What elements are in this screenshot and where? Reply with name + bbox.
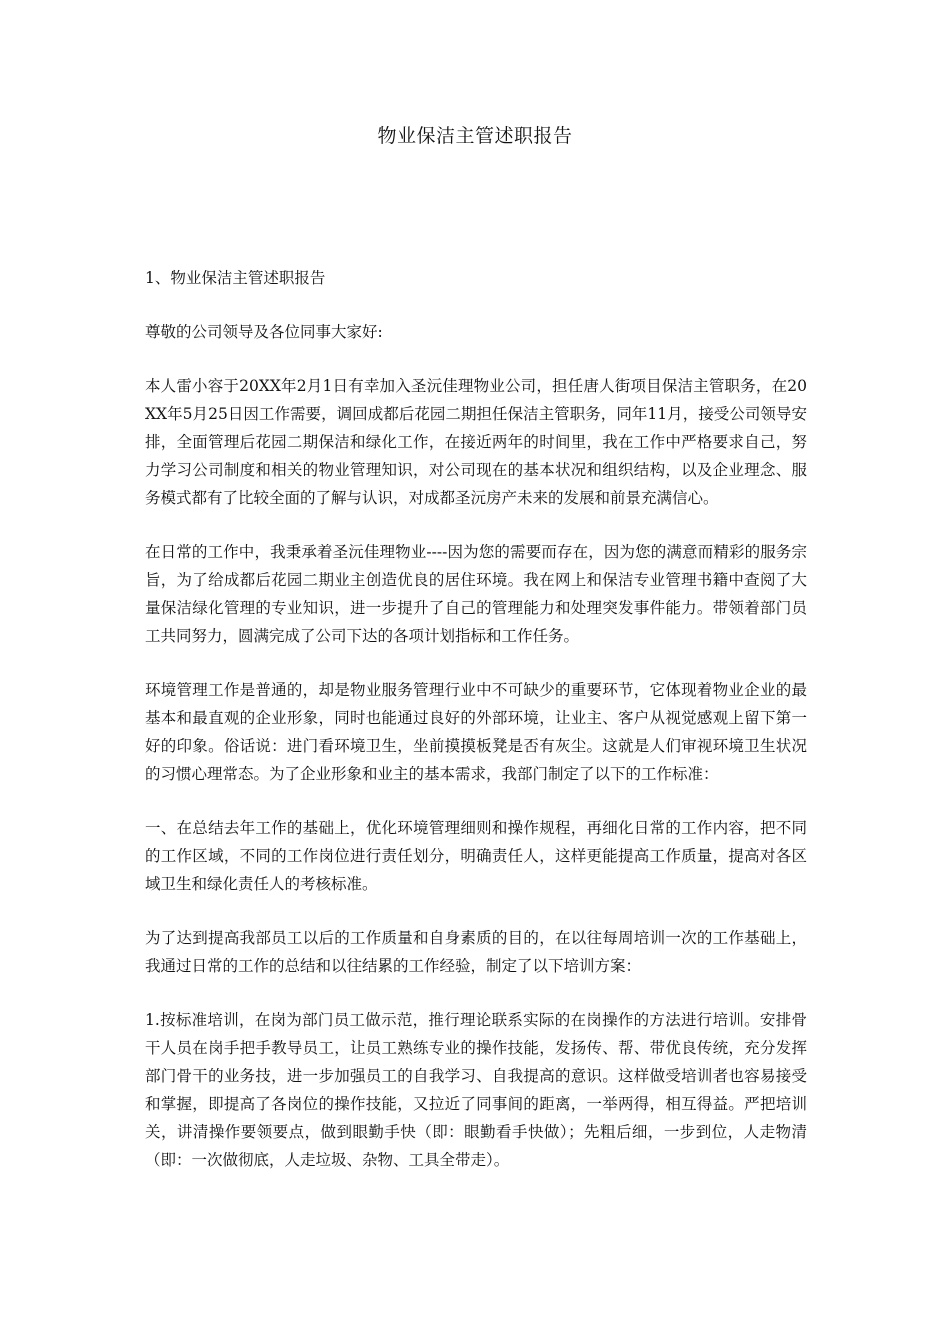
paragraph-environment: 环境管理工作是普通的，却是物业服务管理行业中不可缺少的重要环节，它体现着物业企业的最基本和最直观的企业形象，同时也能通过良好的外部环境，让业主、客户从视觉感观上留下第一好的印象。俗话说：进门看环境卫生，坐前摸摸板凳是否有灰尘。这就是人们审视环境卫生状况的习惯心理常态。为了企业形象和业主的基本需求，我部门制定了以下的工作标准： [145,681,807,783]
document-title: 物业保洁主管述职报告 [377,125,573,147]
document-body [145,264,807,1199]
salutation: 尊敬的公司领导及各位同事大家好: [145,323,383,341]
paragraph-standards: 一、在总结去年工作的基础上，优化环境管理细则和操作规程，再细化日常的工作内容，把不同的工作区域，不同的工作岗位进行责任划分，明确责任人，这样更能提高工作质量，提高对各区域卫生和绿化责任人的考核标准。 [145,819,807,893]
paragraph-daily-work: 在日常的工作中，我秉承着圣沅佳理物业----因为您的需要而存在，因为您的满意而精彩的服务宗旨，为了给成都后花园二期业主创造优良的居住环境。我在网上和保洁专业管理书籍中查阅了大量保洁绿化管理的专业知识，进一步提升了自己的管理能力和处理突发事件能力。带领着部门员工共同努力，圆满完成了公司下达的各项计划指标和工作任务。 [145,543,807,645]
paragraph-intro: 本人雷小容于20XX年2月1日有幸加入圣沅佳理物业公司，担任唐人街项目保洁主管职务，在20XX年5月25日因工作需要，调回成都后花园二期担任保洁主管职务，同年11月，接受公司领导安排，全面管理后花园二期保洁和绿化工作，在接近两年的时间里，我在工作中严格要求自己，努力学习公司制度和相关的物业管理知识，对公司现在的基本状况和组织结构，以及企业理念、服务模式都有了比较全面的了解与认识，对成都圣沅房产未来的发展和前景充满信心。 [145,377,807,507]
paragraph-training-goal: 为了达到提高我部员工以后的工作质量和自身素质的目的，在以往每周培训一次的工作基础上，我通过日常的工作的总结和以往结累的工作经验，制定了以下培训方案： [145,929,807,975]
paragraph-training-plan: 1.按标准培训，在岗为部门员工做示范，推行理论联系实际的在岗操作的方法进行培训。安排骨干人员在岗手把手教导员工，让员工熟练专业的操作技能，发扬传、帮、带优良传统，充分发挥部门骨干的业务技，进一步加强员工的自我学习、自我提高的意识。这样做受培训者也容易接受和掌握，即提高了各岗位的操作技能，又拉近了同事间的距离，一举两得，相互得益。严把培训关，讲清操作要领要点，做到眼勤手快（即：眼勤看手快做）；先粗后细，一步到位，人走物清（即：一次做彻底，人走垃圾、杂物、工具全带走）。 [145,1011,807,1169]
section-heading: 1、物业保洁主管述职报告 [145,269,326,287]
